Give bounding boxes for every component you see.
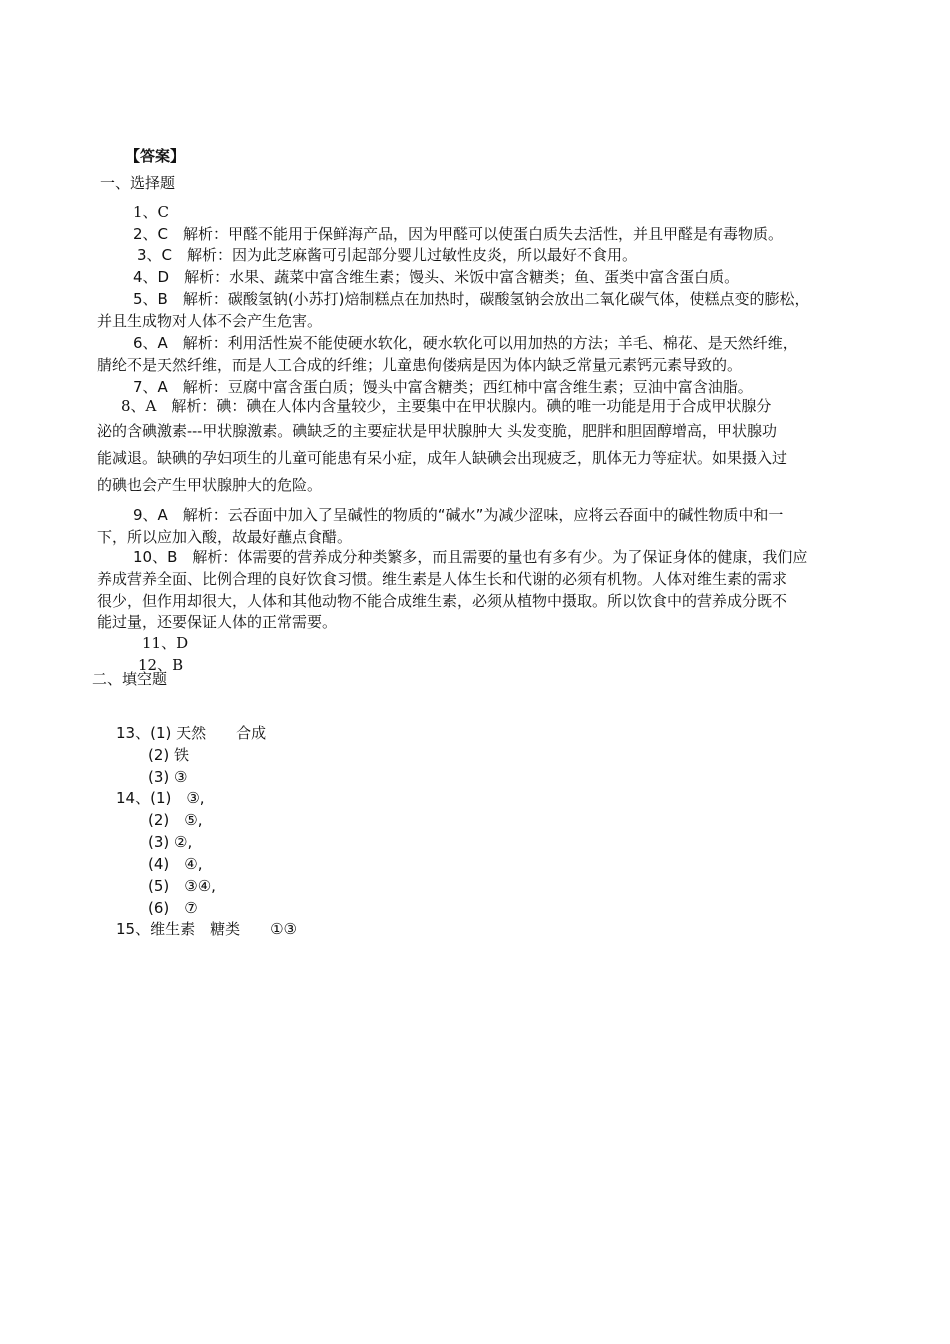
fill-line: (3) ③ xyxy=(148,768,188,786)
answer-line: 养成营养全面、比例合理的良好饮食习惯。维生素是人体生长和代谢的必须有机物。人体对维生素的需求 xyxy=(97,570,788,588)
answer-line: 能减退。缺碘的孕妇项生的儿童可能患有呆小症，成年人缺碘会出现疲乏，肌体无力等症状。如果摄入过 xyxy=(97,449,788,467)
section-choice-title: 一、选择题 xyxy=(100,174,176,192)
fill-line: (2) 铁 xyxy=(148,746,190,764)
fill-line: (3) ②, xyxy=(148,833,193,851)
answer-heading: 【答案】 xyxy=(125,147,186,165)
answer-line: 的碘也会产生甲状腺肿大的危险。 xyxy=(97,476,323,494)
fill-line: 14、(1) ③, xyxy=(116,789,205,807)
fill-line: 15、维生素 糖类 ①③ xyxy=(116,920,297,938)
answer-line: 5、B 解析：碳酸氢钠(小苏打)焙制糕点在加热时，碳酸氢钠会放出二氧化碳气体，使糕点变的膨松， xyxy=(133,290,810,308)
answer-line: 3、C 解析：因为此芝麻酱可引起部分婴儿过敏性皮炎，所以最好不食用。 xyxy=(137,246,638,264)
section-fill-title: 二、填空题 xyxy=(92,670,168,688)
answer-line: 能过量，还要保证人体的正常需要。 xyxy=(97,613,338,631)
answer-line: 1、C xyxy=(133,203,170,221)
answer-line: 4、D 解析：水果、蔬菜中富含维生素；馒头、米饭中富含糖类；鱼、蛋类中富含蛋白质。 xyxy=(133,268,740,286)
fill-line: (2) ⑤, xyxy=(148,811,203,829)
answer-line: 泌的含碘激素---甲状腺激素。碘缺乏的主要症状是甲状腺肿大 头发变脆，肥胖和胆固醇增高，甲状腺功 xyxy=(97,422,777,440)
answer-line: 6、A 解析：利用活性炭不能使硬水软化，硬水软化可以用加热的方法；羊毛、棉花、是天然纤维， xyxy=(133,334,798,352)
answer-line: 下，所以应加入酸，故最好蘸点食醋。 xyxy=(97,528,353,546)
answer-line: 2、C 解析：甲醛不能用于保鲜海产品，因为甲醛可以使蛋白质失去活性，并且甲醛是有毒物质。 xyxy=(133,225,784,243)
fill-line: 13、(1) 天然 合成 xyxy=(116,724,267,742)
answer-line: 9、A 解析：云吞面中加入了呈碱性的物质的“碱水”为减少涩味，应将云吞面中的碱性物质中和一 xyxy=(133,506,784,524)
answer-line: 8、A 解析：碘：碘在人体内含量较少，主要集中在甲状腺内。碘的唯一功能是用于合成甲状腺分 xyxy=(121,397,772,415)
fill-line: (5) ③④, xyxy=(148,877,216,895)
fill-line: (4) ④, xyxy=(148,855,203,873)
answer-line: 10、B 解析：体需要的营养成分种类繁多，而且需要的量也有多有少。为了保证身体的健康，我们应 xyxy=(133,548,808,566)
answer-line: 12、B xyxy=(138,656,184,674)
answer-line: 很少，但作用却很大，人体和其他动物不能合成维生素，必须从植物中摄取。所以饮食中的营养成分既不 xyxy=(97,592,788,610)
fill-line: (6) ⑦ xyxy=(148,899,198,917)
answer-line: 腈纶不是天然纤维，而是人工合成的纤维；儿童患佝偻病是因为体内缺乏常量元素钙元素导致的。 xyxy=(97,356,743,374)
answer-line: 11、D xyxy=(142,634,189,652)
answer-line: 7、A 解析：豆腐中富含蛋白质；馒头中富含糖类；西红柿中富含维生素；豆油中富含油脂。 xyxy=(133,378,753,396)
answer-line: 并且生成物对人体不会产生危害。 xyxy=(97,312,323,330)
